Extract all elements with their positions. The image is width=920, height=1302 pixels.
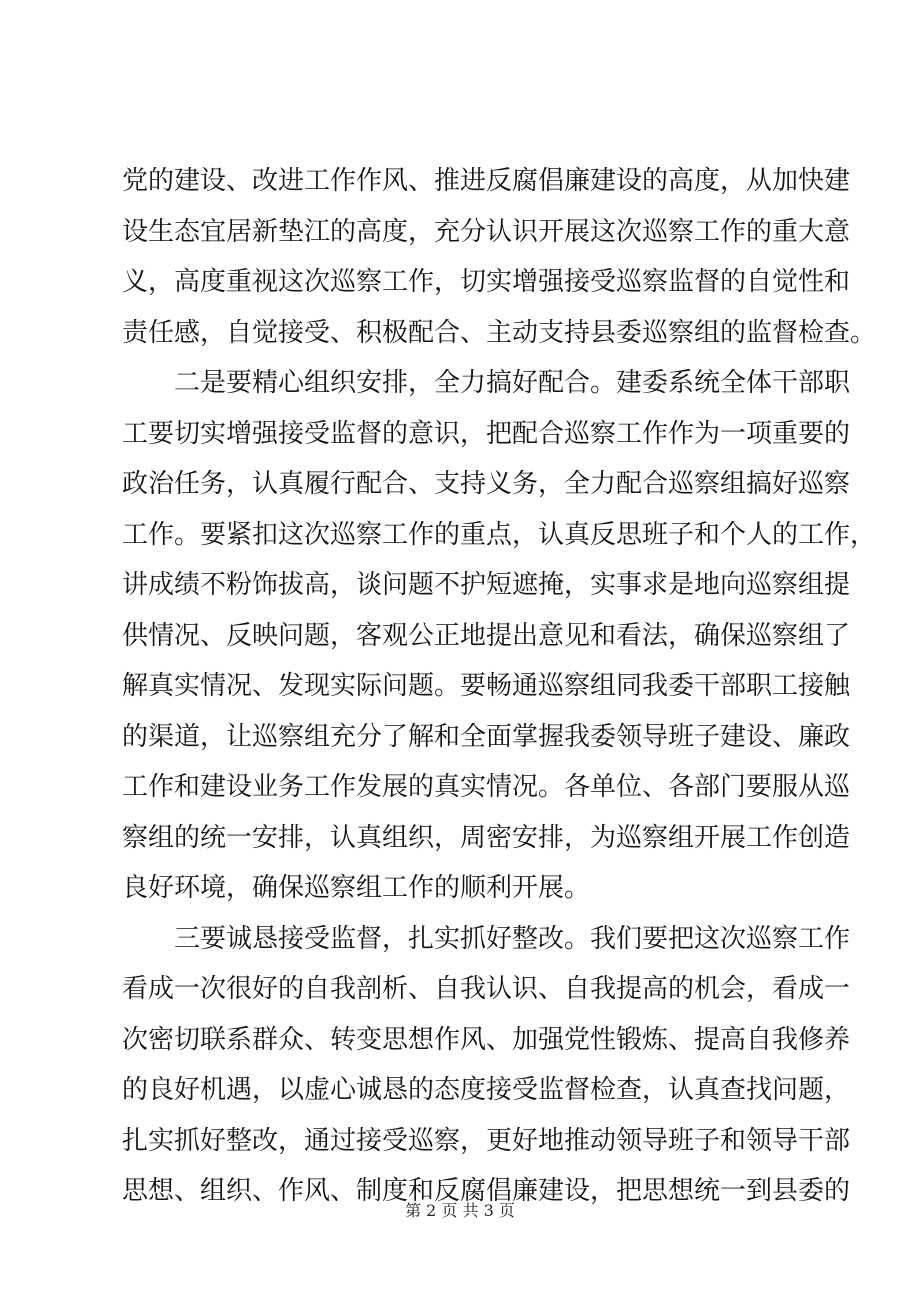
text-line: 的渠道，让巡察组充分了解和全面掌握我委领导班子建设、廉政 <box>122 721 851 752</box>
text-line: 供情况、反映问题，客观公正地提出意见和看法，确保巡察组了 <box>122 620 851 651</box>
text-line: 良好环境，确保巡察组工作的顺利开展。 <box>122 873 591 903</box>
text-line: 解真实情况、发现实际问题。要畅通巡察组同我委干部职工接触 <box>122 671 851 701</box>
text-line: 讲成绩不粉饰拔高，谈问题不护短遮掩，实事求是地向巡察组提 <box>122 570 851 600</box>
text-line: 责任感，自觉接受、积极配合、主动支持县委巡察组的监督检查。 <box>122 317 877 348</box>
text-line: 察组的统一安排，认真组织，周密安排，为巡察组开展工作创造 <box>122 822 851 853</box>
text-line: 的良好机遇，以虚心诚恳的态度接受监督检查，认真查找问题， <box>122 1075 851 1105</box>
text-line: 党的建设、改进工作作风、推进反腐倡廉建设的高度，从加快建 <box>122 166 851 196</box>
page-footer: 第 2 页 共 3 页 <box>405 1201 515 1220</box>
text-line: 义，高度重视这次巡察工作，切实增强接受巡察监督的自觉性和 <box>122 267 851 297</box>
text-line: 工要切实增强接受监督的意识，把配合巡察工作作为一项重要的 <box>122 418 851 449</box>
text-line: 二是要精心组织安排，全力搞好配合。建委系统全体干部职 <box>122 368 851 398</box>
text-line: 次密切联系群众、转变思想作风、加强党性锻炼、提高自我修养 <box>122 1024 851 1055</box>
text-line: 三要诚恳接受监督，扎实抓好整改。我们要把这次巡察工作 <box>122 923 851 954</box>
text-line: 扎实抓好整改，通过接受巡察，更好地推动领导班子和领导干部 <box>122 1125 851 1156</box>
text-line: 设生态宜居新垫江的高度，充分认识开展这次巡察工作的重大意 <box>122 216 851 247</box>
text-line: 工作。要紧扣这次巡察工作的重点，认真反思班子和个人的工作， <box>122 519 877 550</box>
text-line: 工作和建设业务工作发展的真实情况。各单位、各部门要服从巡 <box>122 772 851 802</box>
body-text <box>122 156 877 1217</box>
text-line: 思想、组织、作风、制度和反腐倡廉建设，把思想统一到县委的 <box>122 1176 851 1206</box>
text-line: 看成一次很好的自我剖析、自我认识、自我提高的机会，看成一 <box>122 974 851 1004</box>
text-line: 政治任务，认真履行配合、支持义务，全力配合巡察组搞好巡察 <box>122 469 851 499</box>
